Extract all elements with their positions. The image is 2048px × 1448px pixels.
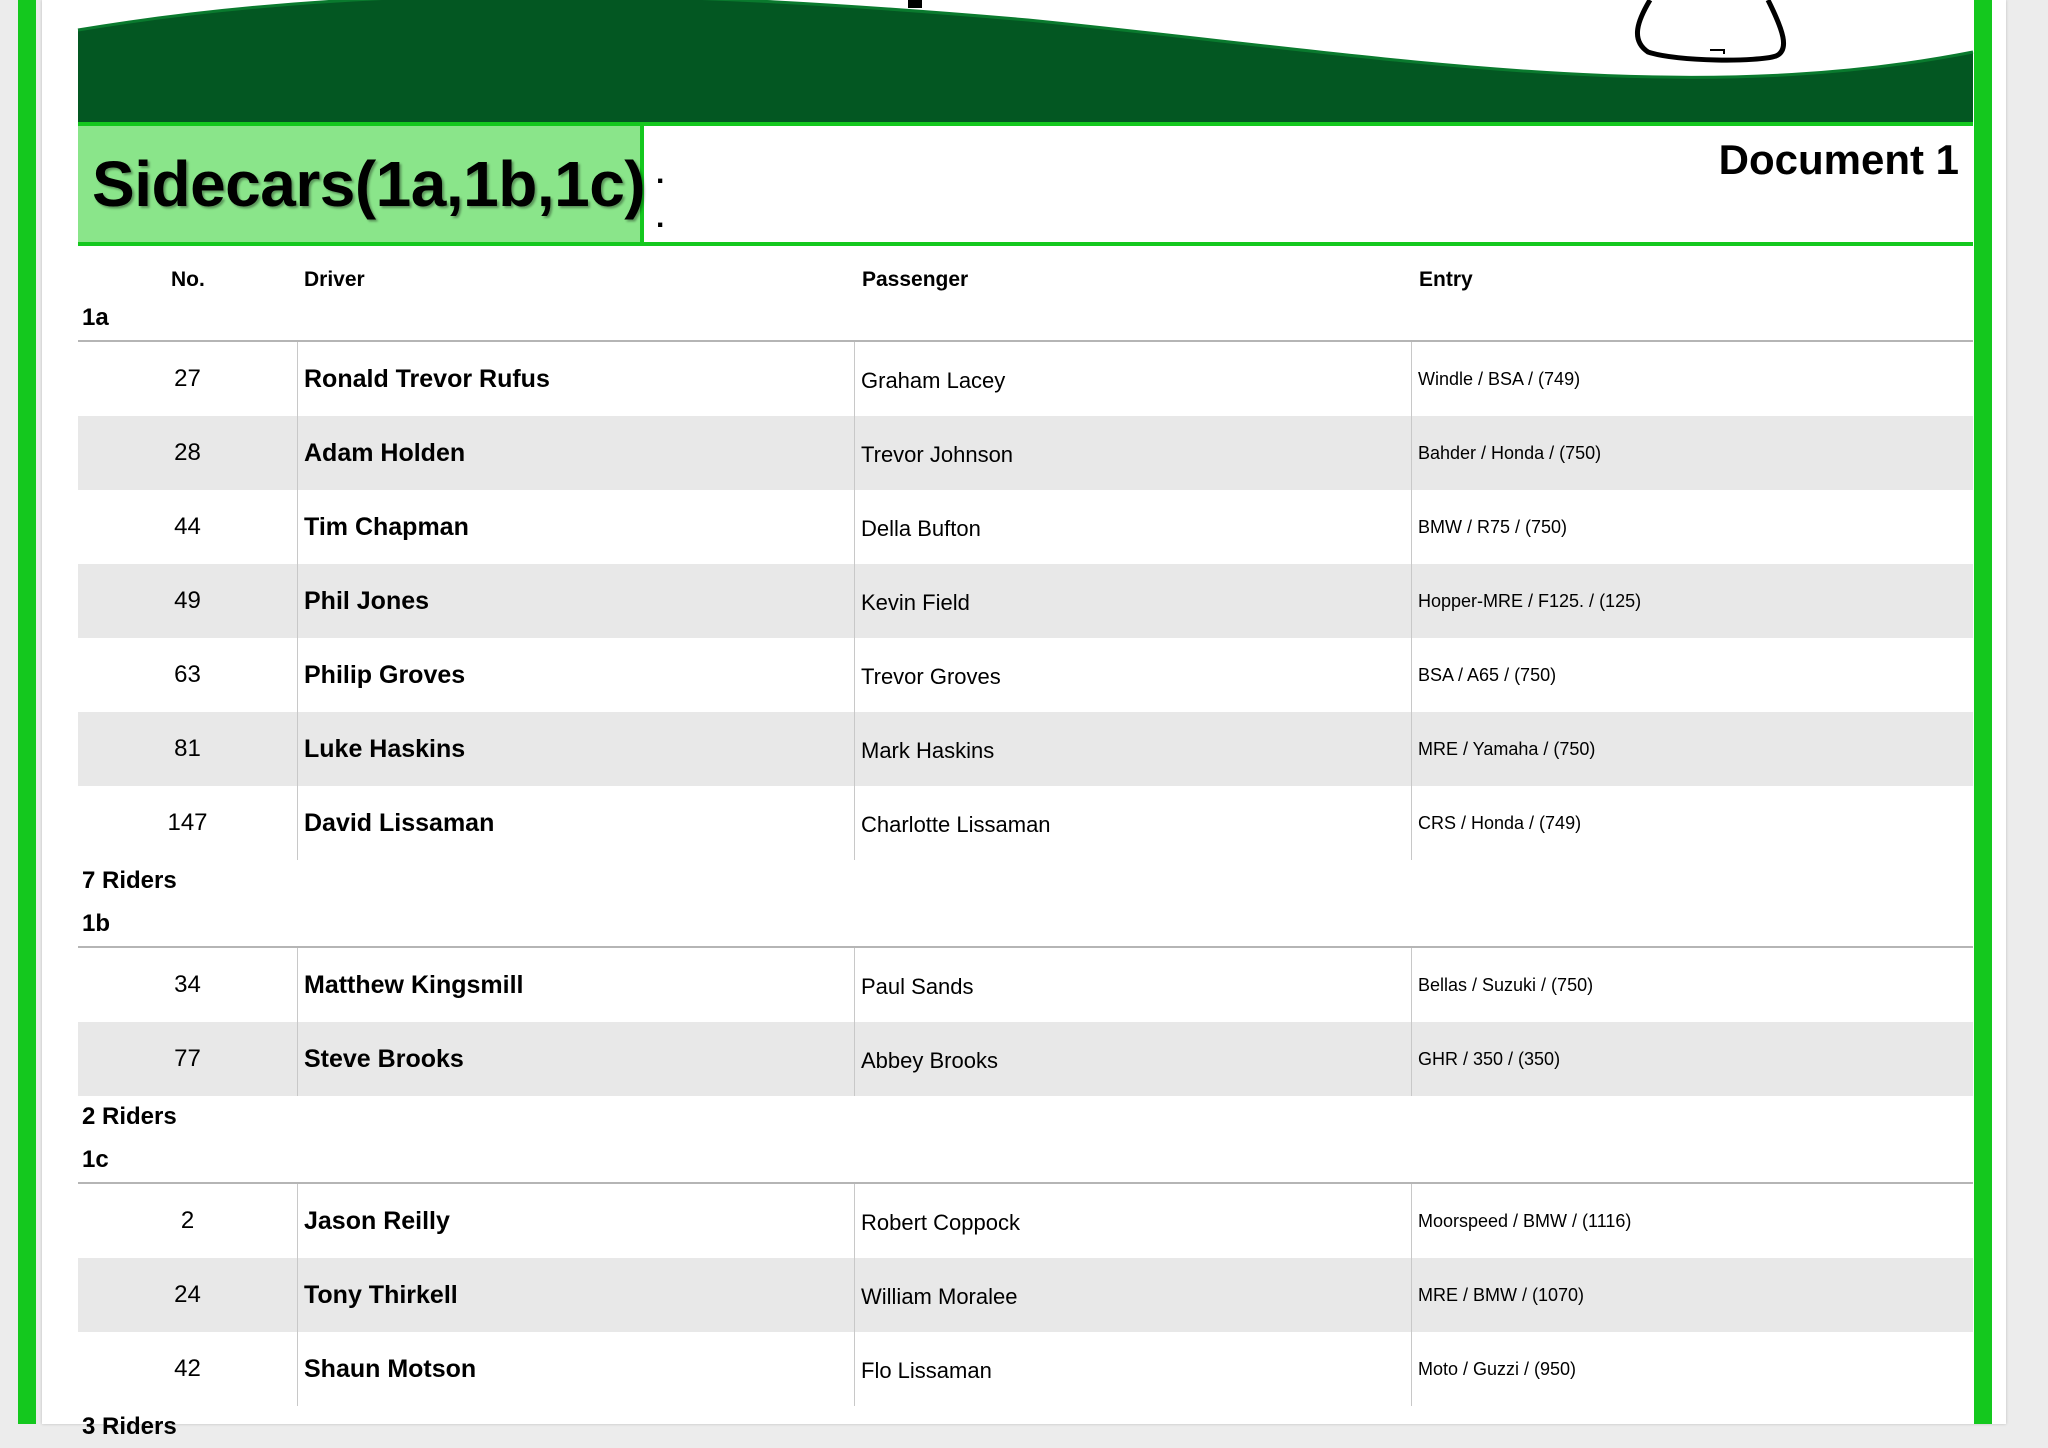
rider-number: 2 xyxy=(78,1184,298,1258)
passenger-name: Flo Lissaman xyxy=(855,1332,1412,1406)
banner-title-fragment xyxy=(908,0,922,8)
driver-name: Adam Holden xyxy=(298,416,855,490)
rider-number: 27 xyxy=(78,342,298,416)
table-row xyxy=(78,786,1973,860)
entry-machine: BSA / A65 / (750) xyxy=(1418,664,1557,685)
passenger-name: Della Bufton xyxy=(855,490,1412,564)
rider-number: 77 xyxy=(78,1022,298,1096)
table-row xyxy=(78,490,1973,564)
rider-number: 44 xyxy=(78,490,298,564)
driver-name: David Lissaman xyxy=(298,786,855,860)
rider-number: 63 xyxy=(78,638,298,712)
group-label: 1a xyxy=(82,304,109,331)
group-rider-count: 7 Riders xyxy=(82,867,177,894)
table-row xyxy=(78,1184,1973,1258)
entry-machine: GHR / 350 / (350) xyxy=(1418,1048,1561,1069)
rider-number: 147 xyxy=(78,786,298,860)
entry-machine: Bellas / Suzuki / (750) xyxy=(1418,974,1594,995)
column-header-entry: Entry xyxy=(1419,268,1473,291)
table-row xyxy=(78,342,1973,416)
passenger-name: Robert Coppock xyxy=(855,1184,1412,1258)
passenger-name: Trevor Groves xyxy=(855,638,1412,712)
table-row xyxy=(78,1022,1973,1096)
table-row xyxy=(78,638,1973,712)
column-header-no: No. xyxy=(171,268,205,291)
entry-machine: MRE / Yamaha / (750) xyxy=(1418,738,1596,759)
info-dot-2: . xyxy=(656,201,665,234)
group-rows xyxy=(78,1182,1973,1406)
entry-machine: Windle / BSA / (749) xyxy=(1418,368,1581,389)
banner-wave-graphic xyxy=(78,0,1973,122)
entry-machine: Moorspeed / BMW / (1116) xyxy=(1418,1210,1632,1231)
entry-machine: Moto / Guzzi / (950) xyxy=(1418,1358,1577,1379)
table-row xyxy=(78,564,1973,638)
passenger-name: Kevin Field xyxy=(855,564,1412,638)
driver-name: Ronald Trevor Rufus xyxy=(298,342,855,416)
table-row xyxy=(78,416,1973,490)
passenger-name: Graham Lacey xyxy=(855,342,1412,416)
group-rows xyxy=(78,340,1973,860)
driver-name: Philip Groves xyxy=(298,638,855,712)
table-row xyxy=(78,712,1973,786)
entry-machine: CRS / Honda / (749) xyxy=(1418,812,1582,833)
driver-name: Luke Haskins xyxy=(298,712,855,786)
info-lines xyxy=(656,152,664,240)
entry-machine: MRE / BMW / (1070) xyxy=(1418,1284,1585,1305)
class-header-row xyxy=(78,122,1973,246)
group-rider-count: 3 Riders xyxy=(82,1413,177,1440)
info-dot-1: . xyxy=(656,157,665,190)
driver-name: Steve Brooks xyxy=(298,1022,855,1096)
driver-name: Matthew Kingsmill xyxy=(298,948,855,1022)
table-row xyxy=(78,1332,1973,1406)
passenger-name: Paul Sands xyxy=(855,948,1412,1022)
entry-machine: BMW / R75 / (750) xyxy=(1418,516,1568,537)
entry-list-table xyxy=(78,246,1973,1448)
track-map-icon xyxy=(1637,0,1783,60)
column-header-driver: Driver xyxy=(304,268,365,291)
table-column-headers xyxy=(78,246,1973,296)
rider-number: 24 xyxy=(78,1258,298,1332)
passenger-name: Abbey Brooks xyxy=(855,1022,1412,1096)
group-rider-count: 2 Riders xyxy=(82,1103,177,1130)
group-label: 1b xyxy=(82,910,111,937)
group-rows xyxy=(78,946,1973,1096)
class-title-box xyxy=(78,126,644,242)
passenger-name: William Moralee xyxy=(855,1258,1412,1332)
column-header-passenger: Passenger xyxy=(862,268,969,291)
header-banner xyxy=(78,0,1973,122)
rider-number: 28 xyxy=(78,416,298,490)
passenger-name: Trevor Johnson xyxy=(855,416,1412,490)
rider-number: 49 xyxy=(78,564,298,638)
rider-number: 42 xyxy=(78,1332,298,1406)
driver-name: Jason Reilly xyxy=(298,1184,855,1258)
driver-name: Shaun Motson xyxy=(298,1332,855,1406)
entry-machine: Hopper-MRE / F125. / (125) xyxy=(1418,590,1642,611)
document-info-box xyxy=(644,126,1973,242)
driver-name: Tim Chapman xyxy=(298,490,855,564)
rider-number: 34 xyxy=(78,948,298,1022)
document-label: Document 1 xyxy=(1718,136,1959,183)
table-row xyxy=(78,948,1973,1022)
driver-name: Phil Jones xyxy=(298,564,855,638)
table-row xyxy=(78,1258,1973,1332)
entry-groups xyxy=(78,296,1973,1448)
group-label: 1c xyxy=(82,1146,109,1173)
passenger-name: Mark Haskins xyxy=(855,712,1412,786)
passenger-name: Charlotte Lissaman xyxy=(855,786,1412,860)
rider-number: 81 xyxy=(78,712,298,786)
driver-name: Tony Thirkell xyxy=(298,1258,855,1332)
entry-machine: Bahder / Honda / (750) xyxy=(1418,442,1602,463)
class-title: Sidecars(1a,1b,1c) xyxy=(92,148,646,220)
